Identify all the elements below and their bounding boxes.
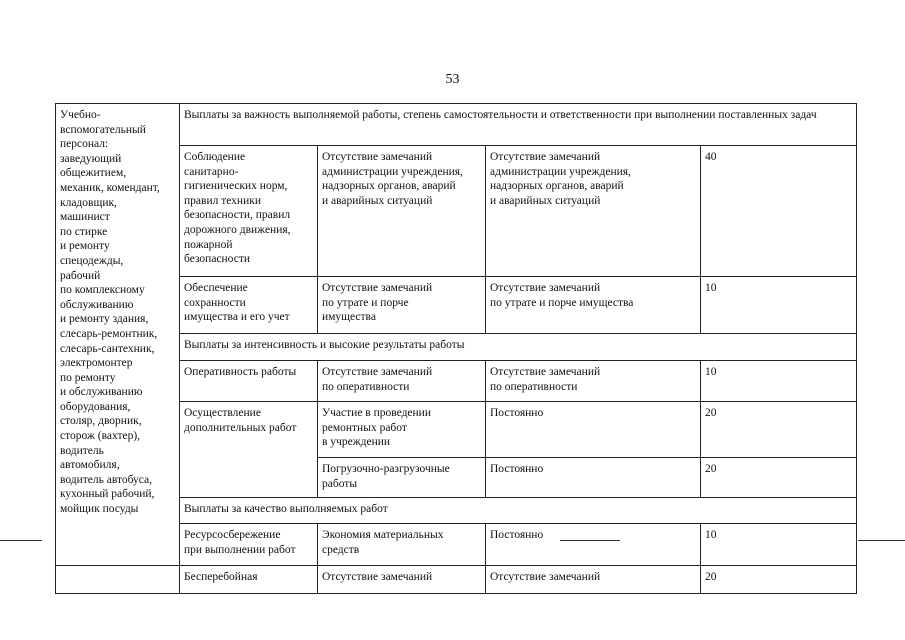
frequency-cell: Отсутствие замечаний по утрате и порче имущества — [486, 277, 701, 334]
points-cell: 20 — [701, 458, 857, 498]
staff-category-cell: Учебно- вспомогательный персонал: заведующий общежитием, механик, комендант, кладовщик, машинист по стирке и ремонту спецодежды, рабочий по комплексному обслуживанию и ремонту здания, слесарь-ремонтник, слесарь-сантехник, электромонтер по ремонту и обслуживанию оборудования, столяр, дворник, сторож (вахтер), водитель автомобиля, водитель автобуса, кухонный рабочий, мойщик посуды — [56, 104, 180, 566]
condition-cell: Отсутствие замечаний по утрате и порче имущества — [318, 277, 486, 334]
frequency-cell: Постоянно — [486, 402, 701, 458]
condition-cell: Отсутствие замечаний администрации учреждения, надзорных органов, аварий и аварийных ситуаций — [318, 146, 486, 277]
frequency-cell: Постоянно — [486, 458, 701, 498]
points-cell: 10 — [701, 524, 857, 566]
indicator-cell: Обеспечение сохранности имущества и его учет — [180, 277, 318, 334]
indicator-cell: Осуществление дополнительных работ — [180, 402, 318, 498]
empty-cell — [56, 566, 180, 594]
indicator-cell: Бесперебойная — [180, 566, 318, 594]
points-cell: 20 — [701, 402, 857, 458]
frequency-cell: Отсутствие замечаний — [486, 566, 701, 594]
frequency-cell: Постоянно — [486, 524, 701, 566]
section-header: Выплаты за качество выполняемых работ — [180, 498, 857, 524]
indicator-cell: Оперативность работы — [180, 361, 318, 402]
points-cell: 40 — [701, 146, 857, 277]
condition-cell: Экономия материальных средств — [318, 524, 486, 566]
section-header: Выплаты за интенсивность и высокие результаты работы — [180, 334, 857, 361]
frequency-cell: Отсутствие замечаний по оперативности — [486, 361, 701, 402]
points-cell: 20 — [701, 566, 857, 594]
scan-artifact-right — [858, 540, 905, 541]
indicator-cell: Соблюдение санитарно- гигиенических норм, правил техники безопасности, правил дорожного движения, пожарной безопасности — [180, 146, 318, 277]
payments-table — [55, 103, 857, 594]
condition-cell: Отсутствие замечаний — [318, 566, 486, 594]
table-row — [56, 104, 857, 146]
scan-artifact-left — [0, 540, 42, 541]
frequency-cell: Отсутствие замечаний администрации учреждения, надзорных органов, аварий и аварийных ситуаций — [486, 146, 701, 277]
points-cell: 10 — [701, 361, 857, 402]
condition-cell: Погрузочно-разгрузочные работы — [318, 458, 486, 498]
page-number: 53 — [445, 72, 460, 87]
indicator-cell: Ресурсосбережение при выполнении работ — [180, 524, 318, 566]
condition-cell: Участие в проведении ремонтных работ в учреждении — [318, 402, 486, 458]
points-cell: 10 — [701, 277, 857, 334]
table-row — [56, 566, 857, 594]
condition-cell: Отсутствие замечаний по оперативности — [318, 361, 486, 402]
section-header: Выплаты за важность выполняемой работы, степень самостоятельности и ответственности при выполнении поставленных задач — [180, 104, 857, 146]
